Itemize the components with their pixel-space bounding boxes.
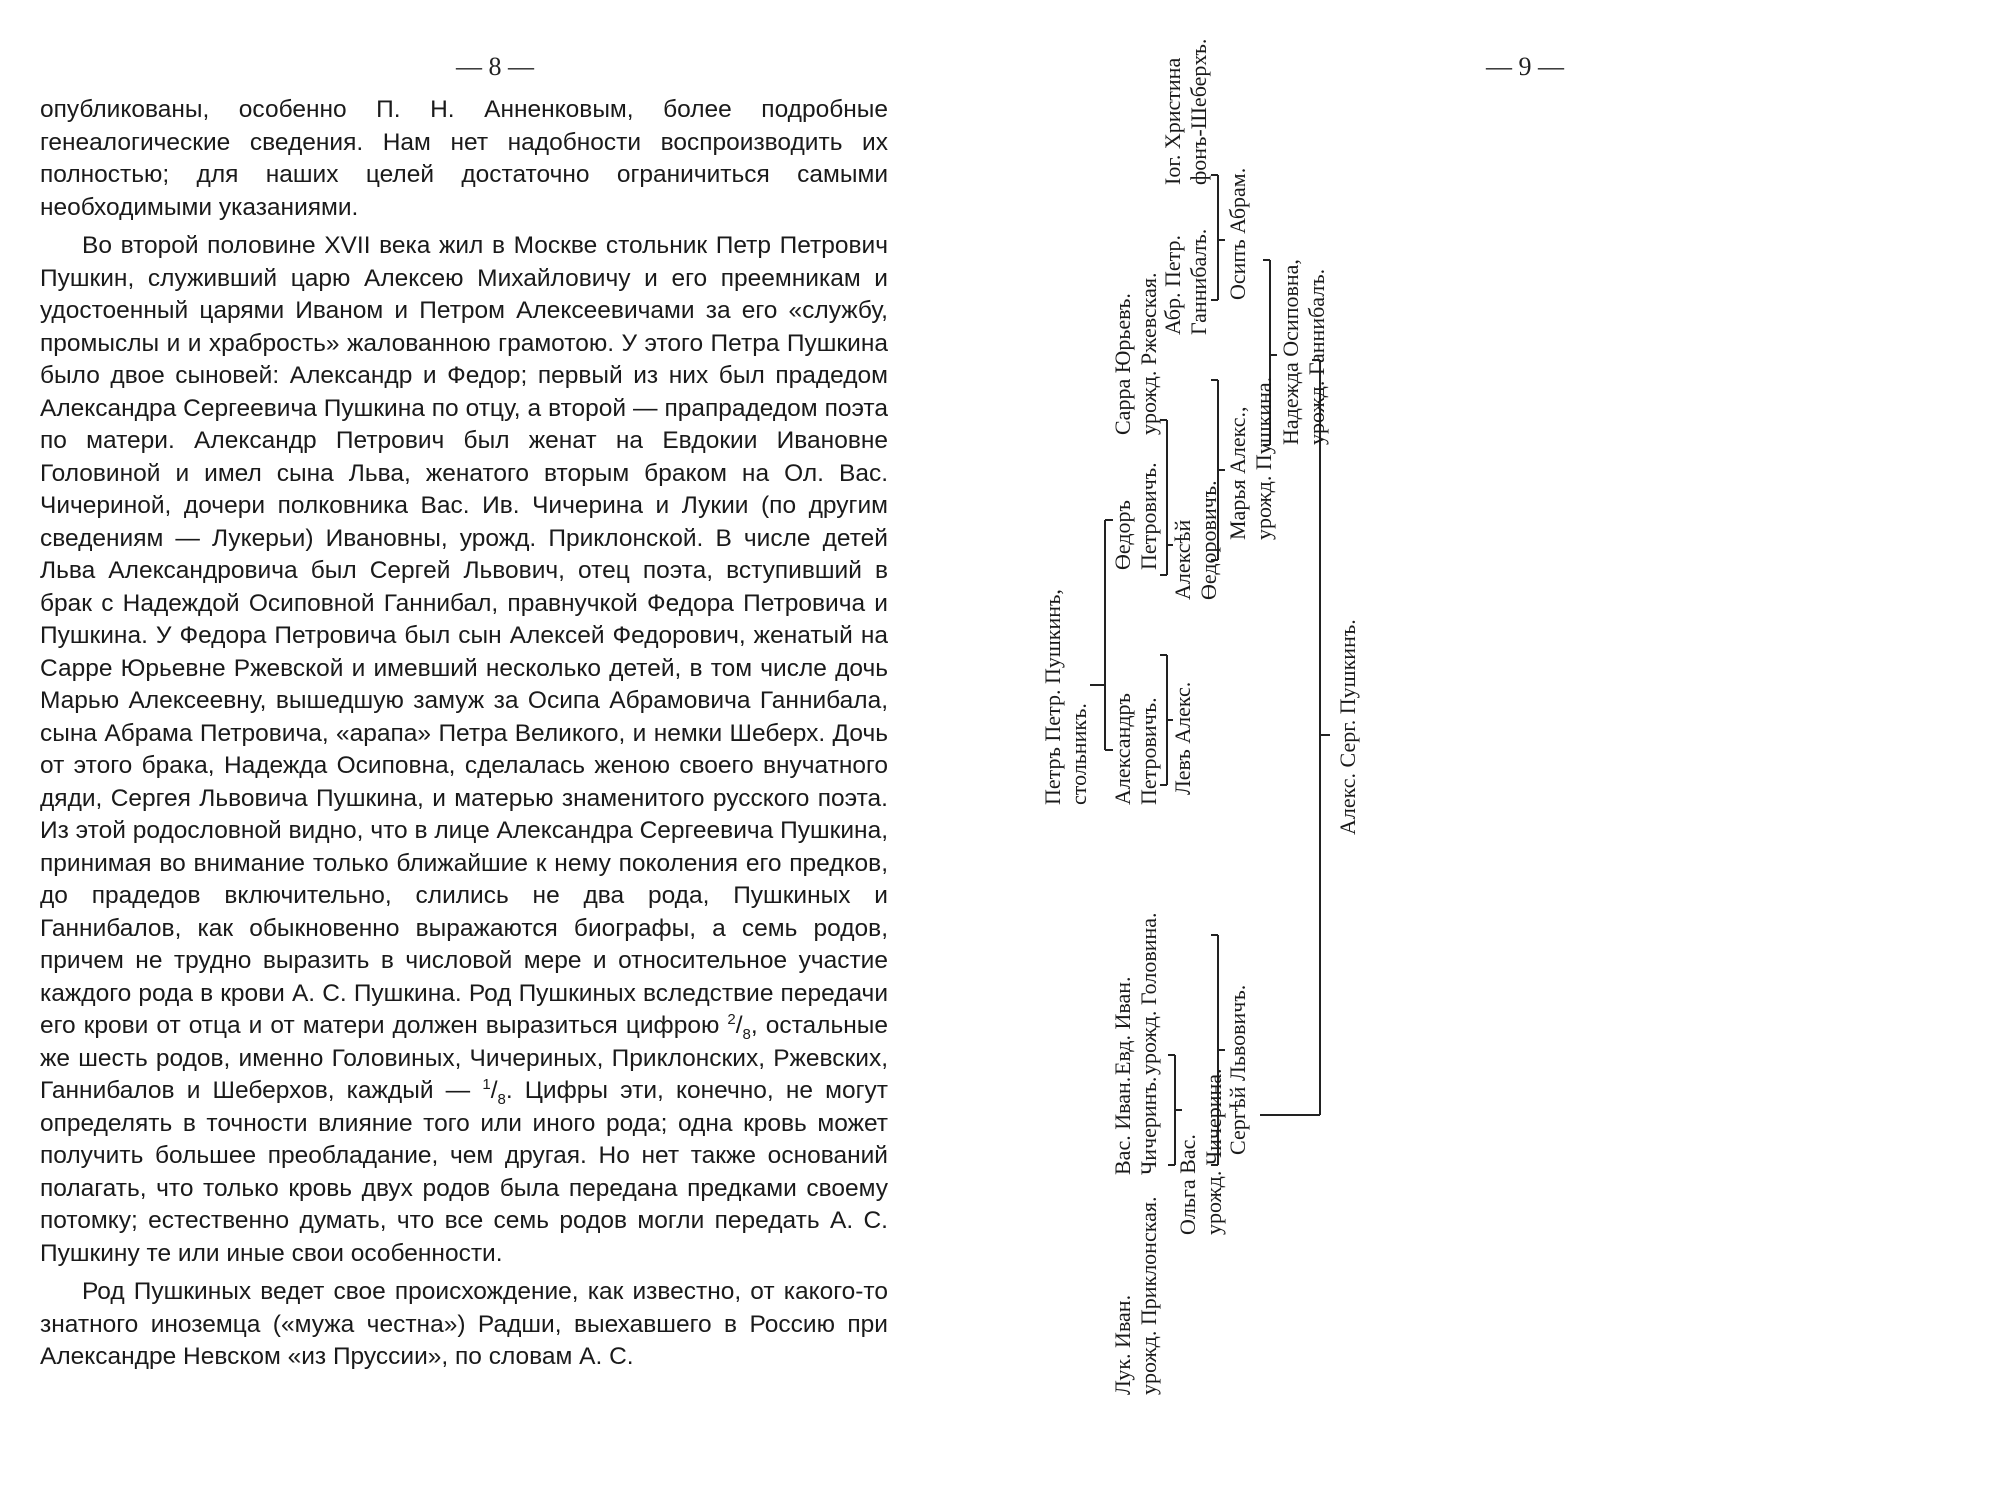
paragraph-2-text-c: . Цифры эти, конечно, не могут определять в точности влияние того или иного рода; одна кровь может получить большее преобладание, чем другая. Но нет также оснований полагать, что только кровь двух родов была передана предками своему потомку; естественно думать, что все семь родов могли передать А. С. Пушкину те или иные свои особенности. xyxy=(40,1077,888,1267)
node-alexandr-line1: Александръ xyxy=(1110,693,1135,805)
node-alexandr xyxy=(1110,693,1162,805)
node-marya-line2: урожд. Пушкина. xyxy=(1251,376,1276,540)
node-lev-line1: Левъ Алекс. xyxy=(1170,681,1195,795)
node-sarra xyxy=(1110,272,1162,435)
node-aleksei-line2: Өедоровичъ. xyxy=(1196,480,1221,600)
node-fedor-line2: Петровичъ. xyxy=(1136,462,1161,570)
node-luk-line1: Лук. Иван. xyxy=(1110,1294,1135,1395)
node-olga-line1: Ольга Вас. xyxy=(1175,1134,1200,1235)
node-root xyxy=(1040,589,1092,805)
node-luk xyxy=(1110,1197,1162,1395)
node-root-line2: стольникъ. xyxy=(1066,703,1091,805)
node-iog-line1: Іог. Христина xyxy=(1160,57,1185,185)
fraction-denominator: 8 xyxy=(497,1090,506,1108)
node-alexandr-line2: Петровичъ. xyxy=(1136,697,1161,805)
node-nadezhda-line2: урожд. Ганнибалъ. xyxy=(1304,268,1329,445)
page-left xyxy=(0,0,960,1495)
node-alex-pushkin-line1: Алекс. Серг. Пушкинъ. xyxy=(1335,619,1360,835)
node-iog-line2: фонъ-Шеберхъ. xyxy=(1186,38,1211,185)
node-osip xyxy=(1225,168,1251,300)
fraction-numerator: 1 xyxy=(482,1075,491,1093)
paragraph-2-text: Во второй половине XVII века жил в Москве стольник Петр Петрович Пушкин, служивший царю Алексею Михайловичу и его преемникам и удостоенный царями Иваном и Петром Алексеевичами за его «службу, промыслы и и храбрость» жалованною грамотою. У этого Петра Пушкина было двое сыновей: Александр и Федор; первый из них был прадедом Александра Сергеевича Пушкина по отцу, а второй — прапрадедом поэта по матери. Александр Петрович был женат на Евдокии Ивановне Головиной и имел сына Льва, женатого вторым браком на Ол. Вас. Чичериной, дочери полковника Вас. Ив. Чичерина и Лукии (по другим сведениям — Лукерьи) Ивановны, урожд. Приклонской. В числе детей Льва Александровича был Сергей Львович, отец поэта, вступивший в брак с Надеждой Осиповной Ганнибал, правнучкой Федора Петровича и Пушкина. У Федора Петровича был сын Алексей Федорович, женатый на Сарре Юрьевне Ржевской и имевший несколько детей, в том числе дочь Марью Алексеевну, вышедшую замуж за Осипа Абрамовича Ганнибала, сына Абрама Петровича, «арапа» Петра Великого, и немки Шеберх. Дочь от этого брака, Надежда Осиповна, сделалась женою своего внучатного дяди, Сергея Львовича Пушкина, и матерью знаменитого русского поэта. Из этой родословной видно, что в лице Александра Сергеевича Пушкина, принимая во внимание только ближайшие к нему поколения его предков, до прадедов включительно, слились не два рода, Пушкиных и Ганнибалов, как обыкновенно выражаются биографы, а семь родов, причем не трудно выразить в числовой мере и относительное участие каждого рода в крови А. С. Пушкина. Род Пушкиных вследствие передачи его крови от отца и от матери должен выразиться цифрою xyxy=(40,232,888,1039)
node-evd-line2: урожд. Головина. xyxy=(1136,912,1161,1075)
node-sarra-line1: Сарра Юрьевъ. xyxy=(1110,293,1135,435)
node-fedor-line1: Өедоръ xyxy=(1110,500,1135,570)
node-abr xyxy=(1160,229,1212,335)
fraction-numerator: 2 xyxy=(727,1010,736,1028)
node-abr-line2: Ганнибалъ. xyxy=(1186,228,1211,335)
node-vas-line2: Чичеринъ. xyxy=(1136,1076,1161,1175)
node-evd xyxy=(1110,912,1162,1075)
node-marya-line1: Марья Алекс., xyxy=(1225,406,1250,540)
node-vas-line1: Вас. Иван. xyxy=(1110,1076,1135,1175)
node-sergei xyxy=(1225,985,1251,1155)
node-nadezhda xyxy=(1278,259,1330,445)
node-evd-line1: Евд. Иван. xyxy=(1110,976,1135,1075)
node-aleksei xyxy=(1170,480,1222,600)
node-sarra-line2: урожд. Ржевская. xyxy=(1136,272,1161,435)
node-nadezhda-line1: Надежда Осиповна, xyxy=(1278,259,1303,445)
node-alex-pushkin xyxy=(1335,619,1361,835)
genealogy-tree xyxy=(960,0,2000,1495)
node-marya xyxy=(1225,377,1277,540)
paragraph-2: Во второй половине XVII века жил в Москве стольник Петр Петрович Пушкин, служивший царю Алексею Михайловичу и его преемникам и удостоенный царями Иваном и Петром Алексеевичами за его «службу, промыслы и и храбрость» жалованною грамотою. У этого Петра Пушкина было двое сыновей: Александр и Федор; первый из них был прадедом Александра Сергеевича Пушкина по отцу, а второй — прапрадедом поэта по матери. Александр Петрович был женат на Евдокии Ивановне Головиной и имел сына Льва, женатого вторым браком на Ол. Вас. Чичериной, дочери полковника Вас. Ив. Чичерина и Лукии (по другим сведениям — Лукерьи) Ивановны, урожд. Приклонской. В числе детей Льва Александровича был Сергей Львович, отец поэта, вступивший в брак с Надеждой Осиповной Ганнибал, правнучкой Федора Петровича и Пушкина. У Федора Петровича был сын Алексей Федорович, женатый на Сарре Юрьевне Ржевской и имевший несколько детей, в том числе дочь Марью Алексеевну, вышедшую замуж за Осипа Абрамовича Ганнибала, сына Абрама Петровича, «арапа» Петра Великого, и немки Шеберх. Дочь от этого брака, Надежда Осиповна, сделалась женою своего внучатного дяди, Сергея Львовича Пушкина, и матерью знаменитого русского поэта. Из этой родословной видно, что в лице Александра Сергеевича Пушкина, принимая во внимание только ближайшие к нему поколения его предков, до прадедов включительно, слились не два рода, Пушкиных и Ганнибалов, как обыкновенно выражаются биографы, а семь родов, причем не трудно выразить в числовой мере и относительное участие каждого рода в крови А. С. Пушкина. Род Пушкиных вследствие передачи его крови от отца и от матери должен выразиться цифрою $^2/_8$, остальные же шесть родов, именно Головиных, Чичериных, Приклонских, Ржевских, Ганнибалов и Шеберхов, каждый — $^1/_8$. Цифры эти, конечно, не могут определять в точности влияние того или иного рода; одна кровь может получить большее преобладание, чем другая. Но нет также оснований полагать, что только кровь двух родов была передана предками своему потомку; естественно думать, что все семь родов могли передать А. С. Пушкину те или иные свои особенности. xyxy=(40,232,889,1267)
node-aleksei-line1: Алексѣй xyxy=(1170,519,1195,600)
fraction-denominator: 8 xyxy=(742,1025,751,1043)
node-fedor xyxy=(1110,462,1162,570)
node-abr-line1: Абр. Петр. xyxy=(1160,235,1185,335)
node-lev xyxy=(1170,682,1196,795)
paragraph-2-text-b: остальные же шесть родов, именно Головиных, Чичериных, Приклонских, Ржевских, Ганнибалов и Шеберхов, каждый — xyxy=(40,1012,889,1104)
body-text xyxy=(40,94,888,1380)
page-number-left: — 8 — xyxy=(456,52,534,81)
page-number-right: — 9 — xyxy=(1486,52,1564,81)
node-sergei-line1: Сергѣй Львовичъ. xyxy=(1225,984,1250,1155)
node-osip-line1: Осипъ Абрам. xyxy=(1225,167,1250,300)
page-right xyxy=(960,0,2000,1495)
node-iog xyxy=(1160,39,1212,185)
paragraph-3: Род Пушкиных ведет свое происхождение, как известно, от какого-то знатного иноземца («мужа честна») Радши, выехавшего в Россию при Александре Невском «из Пруссии», по словам А. С. xyxy=(40,1278,888,1370)
node-vas xyxy=(1110,1077,1162,1175)
node-luk-line2: урожд. Приклонская. xyxy=(1136,1196,1161,1395)
paragraph-1: опубликованы, особенно П. Н. Анненковым, более подробные генеалогические сведения. Нам нет надобности воспроизводить их полностью; для наших целей достаточно ограничиться самыми необходимыми указаниями. xyxy=(40,96,888,221)
node-root-line1: Петръ Петр. Пушкинъ, xyxy=(1040,589,1065,805)
node-olga xyxy=(1175,1068,1227,1235)
node-olga-line2: урожд. Чичерина. xyxy=(1201,1068,1226,1235)
